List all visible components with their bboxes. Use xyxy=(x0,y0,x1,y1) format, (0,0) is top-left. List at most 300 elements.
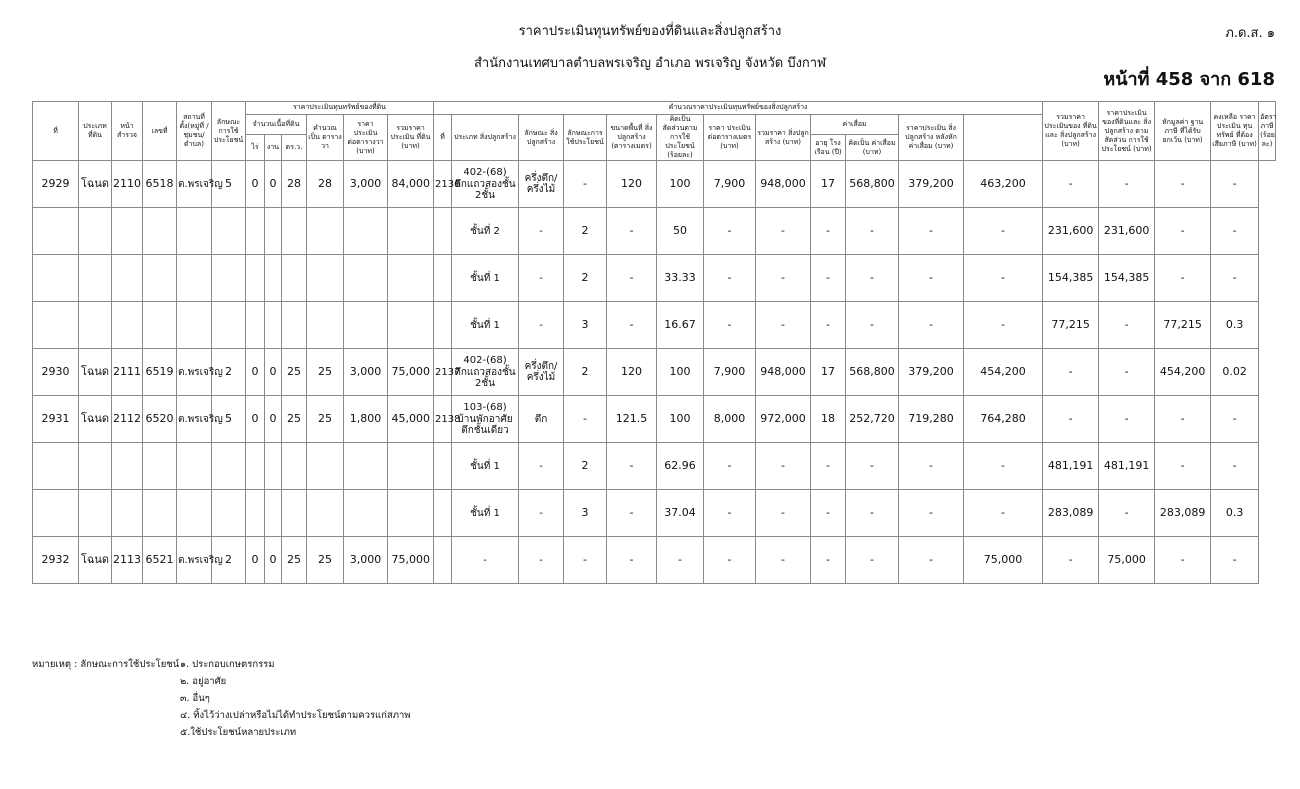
col-building-kind: ลักษณะ สิ่งปลูกสร้าง xyxy=(519,115,564,161)
cell-by-usage: - xyxy=(1043,396,1099,443)
cell-deed-no: 6520 xyxy=(143,396,177,443)
cell-deduct: - xyxy=(1099,396,1155,443)
cell-b-ratio: 33.33 xyxy=(657,255,704,302)
cell-b-usage: - xyxy=(564,161,607,208)
cell-taxable: - xyxy=(1155,537,1211,584)
cell-tax-rate: - xyxy=(1211,208,1259,255)
col-land-total: รวมราคา ประเมิน ที่ดิน (บาท) xyxy=(388,115,434,161)
cell-b-usage: 2 xyxy=(564,208,607,255)
col-ngan: งาน xyxy=(265,135,282,161)
cell-deed-type xyxy=(79,208,112,255)
cell-b-total: 948,000 xyxy=(756,349,811,396)
cell-no xyxy=(33,443,79,490)
cell-survey-page xyxy=(112,302,143,349)
form-code: ภ.ด.ส. ๑ xyxy=(1225,26,1275,41)
cell-land-total: 75,000 xyxy=(388,349,434,396)
cell-b-kind: ครึ่งตึก/ครึ่งไม้ xyxy=(519,349,564,396)
table-row xyxy=(33,396,1276,443)
cell-b-no xyxy=(434,537,452,584)
cell-usage xyxy=(212,490,246,537)
cell-location xyxy=(177,443,212,490)
col-grand-total: รวมราคา ประเมินของ ที่ดินและ สิ่งปลูกสร้าง (บาท) xyxy=(1043,102,1099,161)
cell-b-no xyxy=(434,490,452,537)
cell-land-total xyxy=(388,490,434,537)
cell-land-total: 84,000 xyxy=(388,161,434,208)
cell-usage: 5 xyxy=(212,161,246,208)
cell-b-kind: - xyxy=(519,255,564,302)
cell-b-usage: 2 xyxy=(564,255,607,302)
cell-wa: 28 xyxy=(282,161,307,208)
cell-age: 17 xyxy=(811,349,846,396)
cell-b-total: - xyxy=(756,255,811,302)
cell-age: - xyxy=(811,537,846,584)
cell-taxable: - xyxy=(1155,443,1211,490)
cell-location: ต.พรเจริญ xyxy=(177,537,212,584)
cell-deed-no xyxy=(143,443,177,490)
cell-ngan: 0 xyxy=(265,396,282,443)
cell-tax-rate: 0.02 xyxy=(1211,349,1259,396)
cell-taxable: 77,215 xyxy=(1155,302,1211,349)
cell-b-ratio: 62.96 xyxy=(657,443,704,490)
cell-b-ratio: - xyxy=(657,537,704,584)
col-age: อายุ โรงเรือน (ปี) xyxy=(811,135,846,161)
cell-b-price-sqm: 7,900 xyxy=(704,161,756,208)
cell-b-price-sqm: - xyxy=(704,255,756,302)
cell-b-type: 402-(68) ตึกแถวสองชั้น 2ชั้น xyxy=(452,349,519,396)
cell-b-ratio: 37.04 xyxy=(657,490,704,537)
cell-usage: 2 xyxy=(212,349,246,396)
cell-b-area: - xyxy=(607,443,657,490)
cell-rai xyxy=(246,208,265,255)
cell-location xyxy=(177,255,212,302)
cell-deduct: - xyxy=(1099,161,1155,208)
cell-b-area: 120 xyxy=(607,161,657,208)
cell-land-total xyxy=(388,443,434,490)
cell-ngan xyxy=(265,302,282,349)
cell-age: 18 xyxy=(811,396,846,443)
cell-grand-total: 463,200 xyxy=(964,161,1043,208)
cell-grand-total: - xyxy=(964,302,1043,349)
cell-after-depr: - xyxy=(899,537,964,584)
cell-age: - xyxy=(811,208,846,255)
cell-location: ต.พรเจริญ xyxy=(177,396,212,443)
cell-b-no: 2136 xyxy=(434,161,452,208)
cell-no: 2929 xyxy=(33,161,79,208)
cell-b-total: 972,000 xyxy=(756,396,811,443)
cell-b-area: - xyxy=(607,208,657,255)
cell-tax-rate: 0.3 xyxy=(1211,302,1259,349)
col-usage: ลักษณะ การใช้ ประโยชน์ xyxy=(212,102,246,161)
footnote-item: ๒. อยู่อาศัย xyxy=(180,676,227,687)
cell-b-price-sqm: 8,000 xyxy=(704,396,756,443)
cell-b-price-sqm: - xyxy=(704,490,756,537)
cell-b-kind: ตึก xyxy=(519,396,564,443)
cell-b-total: - xyxy=(756,537,811,584)
cell-taxable: - xyxy=(1155,208,1211,255)
cell-after-depr: 379,200 xyxy=(899,349,964,396)
cell-deed-type: โฉนด xyxy=(79,537,112,584)
cell-grand-total: - xyxy=(964,490,1043,537)
cell-tax-rate: - xyxy=(1211,161,1259,208)
cell-grand-total: - xyxy=(964,443,1043,490)
cell-b-type: 402-(68) ตึกแถวสองชั้น 2ชั้น xyxy=(452,161,519,208)
cell-b-type: - xyxy=(452,537,519,584)
cell-rai: 0 xyxy=(246,537,265,584)
group-building-assessment: คำนวณราคาประเมินทุนทรัพย์ของสิ่งปลูกสร้าง xyxy=(434,102,1043,115)
footnote-item: ๑. ประกอบเกษตรกรรม xyxy=(180,659,275,670)
cell-deed-type xyxy=(79,255,112,302)
cell-b-price-sqm: 7,900 xyxy=(704,349,756,396)
cell-usage: 2 xyxy=(212,537,246,584)
col-survey-page: หน้า สำรวจ xyxy=(112,102,143,161)
cell-land-total xyxy=(388,208,434,255)
cell-survey-page: 2112 xyxy=(112,396,143,443)
cell-deduct: 231,600 xyxy=(1099,208,1155,255)
cell-b-area: - xyxy=(607,537,657,584)
col-after-depreciation: ราคาประเมิน สิ่งปลูกสร้าง หลังหัก ค่าเสื่อม (บาท) xyxy=(899,115,964,161)
cell-b-usage: 2 xyxy=(564,443,607,490)
cell-b-kind: - xyxy=(519,490,564,537)
cell-land-total: 75,000 xyxy=(388,537,434,584)
cell-wa xyxy=(282,208,307,255)
cell-calc-wa: 28 xyxy=(307,161,344,208)
cell-b-total: - xyxy=(756,302,811,349)
col-location: สถานที่ ตั้ง(หมู่ที่ /ชุมชน/ ตำบล) xyxy=(177,102,212,161)
cell-survey-page: 2110 xyxy=(112,161,143,208)
cell-depr-amount: 568,800 xyxy=(846,349,899,396)
assessment-table xyxy=(32,101,1276,584)
cell-age: - xyxy=(811,255,846,302)
cell-b-area: 121.5 xyxy=(607,396,657,443)
cell-by-usage: - xyxy=(1043,537,1099,584)
col-price-per-sqm: ราคา ประเมิน ต่อตารางเมตร (บาท) xyxy=(704,115,756,161)
cell-ngan xyxy=(265,255,282,302)
cell-taxable: - xyxy=(1155,396,1211,443)
cell-rai: 0 xyxy=(246,161,265,208)
cell-depr-amount: 252,720 xyxy=(846,396,899,443)
cell-calc-wa xyxy=(307,443,344,490)
cell-tax-rate: - xyxy=(1211,443,1259,490)
cell-location xyxy=(177,302,212,349)
cell-survey-page xyxy=(112,208,143,255)
group-land-area: จำนวนเนื้อที่ดิน xyxy=(246,115,307,135)
cell-b-usage: - xyxy=(564,537,607,584)
cell-b-ratio: 100 xyxy=(657,161,704,208)
cell-no xyxy=(33,302,79,349)
cell-usage xyxy=(212,208,246,255)
office-subtitle: สำนักงานเทศบาลตำบลพรเจริญ อำเภอ พรเจริญ จังหวัด บึงกาฬ xyxy=(473,56,826,71)
table-row xyxy=(33,490,1276,537)
cell-usage xyxy=(212,443,246,490)
cell-grand-total: 764,280 xyxy=(964,396,1043,443)
cell-after-depr: 379,200 xyxy=(899,161,964,208)
cell-b-type: ชั้นที่ 2 xyxy=(452,208,519,255)
cell-wa: 25 xyxy=(282,537,307,584)
cell-b-kind: - xyxy=(519,537,564,584)
cell-tax-rate: 0.3 xyxy=(1211,490,1259,537)
col-building-area: ขนาดพื้นที่ สิ่งปลูกสร้าง (ตารางเมตร) xyxy=(607,115,657,161)
cell-age: - xyxy=(811,443,846,490)
cell-calc-wa: 25 xyxy=(307,537,344,584)
cell-by-usage: 231,600 xyxy=(1043,208,1099,255)
cell-depr-amount: 568,800 xyxy=(846,161,899,208)
cell-b-area: - xyxy=(607,490,657,537)
cell-calc-wa xyxy=(307,208,344,255)
cell-b-total: - xyxy=(756,208,811,255)
table-row xyxy=(33,302,1276,349)
cell-location: ต.พรเจริญ xyxy=(177,349,212,396)
cell-b-kind: - xyxy=(519,443,564,490)
cell-wa: 25 xyxy=(282,349,307,396)
cell-calc-wa xyxy=(307,490,344,537)
cell-b-type: 103-(68) บ้านพักอาศัยตึกชั้นเดียว xyxy=(452,396,519,443)
cell-calc-wa: 25 xyxy=(307,349,344,396)
cell-rai xyxy=(246,490,265,537)
cell-b-price-sqm: - xyxy=(704,208,756,255)
cell-by-usage: 154,385 xyxy=(1043,255,1099,302)
cell-b-type: ชั้นที่ 1 xyxy=(452,490,519,537)
cell-taxable: - xyxy=(1155,255,1211,302)
cell-depr-amount: - xyxy=(846,208,899,255)
cell-ngan xyxy=(265,443,282,490)
cell-by-usage: 77,215 xyxy=(1043,302,1099,349)
cell-b-usage: 2 xyxy=(564,349,607,396)
cell-no: 2931 xyxy=(33,396,79,443)
cell-b-no xyxy=(434,208,452,255)
footnote-item: ๓. อื่นๆ xyxy=(180,693,210,704)
cell-price-per-wa xyxy=(344,302,388,349)
cell-deed-no: 6521 xyxy=(143,537,177,584)
cell-b-no xyxy=(434,443,452,490)
cell-wa: 25 xyxy=(282,396,307,443)
cell-land-total: 45,000 xyxy=(388,396,434,443)
cell-depr-amount: - xyxy=(846,537,899,584)
col-no: ที่ xyxy=(33,102,79,161)
cell-location xyxy=(177,490,212,537)
cell-b-price-sqm: - xyxy=(704,537,756,584)
cell-ngan xyxy=(265,208,282,255)
cell-b-type: ชั้นที่ 1 xyxy=(452,255,519,302)
cell-land-total xyxy=(388,302,434,349)
col-depreciation-amount: คิดเป็น ค่าเสื่อม (บาท) xyxy=(846,135,899,161)
cell-rai xyxy=(246,443,265,490)
cell-by-usage: - xyxy=(1043,349,1099,396)
col-deduct: หักมูลค่า ฐานภาษี ที่ได้รับ ยกเว้น (บาท) xyxy=(1155,102,1211,161)
cell-usage: 5 xyxy=(212,396,246,443)
cell-deed-type xyxy=(79,490,112,537)
col-deed-no: เลขที่ xyxy=(143,102,177,161)
document-title: ราคาประเมินทุนทรัพย์ของที่ดินและสิ่งปลูกสร้าง xyxy=(518,24,782,39)
cell-grand-total: - xyxy=(964,208,1043,255)
cell-price-per-wa xyxy=(344,443,388,490)
cell-deed-type: โฉนด xyxy=(79,396,112,443)
cell-price-per-wa: 3,000 xyxy=(344,537,388,584)
cell-ngan: 0 xyxy=(265,537,282,584)
cell-after-depr: - xyxy=(899,302,964,349)
cell-survey-page xyxy=(112,443,143,490)
table-row xyxy=(33,537,1276,584)
cell-survey-page xyxy=(112,255,143,302)
col-deed-type: ประเภท ที่ดิน xyxy=(79,102,112,161)
footnote-item: ๔. ทิ้งไว้ว่างเปล่าหรือไม่ได้ทำประโยชน์ตามควรแก่สภาพ xyxy=(180,710,411,721)
cell-survey-page xyxy=(112,490,143,537)
table-row xyxy=(33,161,1276,208)
cell-ngan: 0 xyxy=(265,161,282,208)
cell-no xyxy=(33,255,79,302)
cell-depr-amount: - xyxy=(846,490,899,537)
cell-after-depr: - xyxy=(899,490,964,537)
cell-after-depr: 719,280 xyxy=(899,396,964,443)
cell-b-ratio: 100 xyxy=(657,349,704,396)
col-building-usage: ลักษณะการ ใช้ประโยชน์ xyxy=(564,115,607,161)
col-calc-wa: คำนวณ เป็น ตารางวา xyxy=(307,115,344,161)
cell-price-per-wa: 3,000 xyxy=(344,161,388,208)
cell-ngan xyxy=(265,490,282,537)
table-row xyxy=(33,208,1276,255)
col-wa: ตร.ว. xyxy=(282,135,307,161)
cell-deduct: - xyxy=(1099,349,1155,396)
cell-b-price-sqm: - xyxy=(704,443,756,490)
cell-after-depr: - xyxy=(899,255,964,302)
cell-price-per-wa xyxy=(344,490,388,537)
cell-taxable: 283,089 xyxy=(1155,490,1211,537)
cell-b-ratio: 50 xyxy=(657,208,704,255)
cell-b-kind: ครึ่งตึก/ครึ่งไม้ xyxy=(519,161,564,208)
cell-rai: 0 xyxy=(246,396,265,443)
col-by-usage: ราคาประเมิน ของที่ดินและ สิ่งปลูกสร้าง ตามสัดส่วน การใช้ประโยชน์ (บาท) xyxy=(1099,102,1155,161)
cell-depr-amount: - xyxy=(846,302,899,349)
cell-deed-type xyxy=(79,302,112,349)
cell-usage xyxy=(212,302,246,349)
footnote-label: หมายเหตุ : ลักษณะการใช้ประโยชน์ xyxy=(32,659,180,670)
cell-b-type: ชั้นที่ 1 xyxy=(452,302,519,349)
cell-b-usage: 3 xyxy=(564,302,607,349)
cell-calc-wa: 25 xyxy=(307,396,344,443)
cell-calc-wa xyxy=(307,255,344,302)
cell-b-area: - xyxy=(607,255,657,302)
col-taxable: คงเหลือ ราคาประเมิน ทุนทรัพย์ ที่ต้องเสียภาษี (บาท) xyxy=(1211,102,1259,161)
group-depreciation: ค่าเสื่อม xyxy=(811,115,899,135)
cell-deed-no: 6518 xyxy=(143,161,177,208)
cell-deed-no xyxy=(143,302,177,349)
cell-b-price-sqm: - xyxy=(704,302,756,349)
cell-b-no: 2137 xyxy=(434,349,452,396)
cell-rai: 0 xyxy=(246,349,265,396)
cell-no: 2930 xyxy=(33,349,79,396)
cell-age: - xyxy=(811,490,846,537)
cell-b-no xyxy=(434,302,452,349)
cell-deed-no xyxy=(143,255,177,302)
cell-b-type: ชั้นที่ 1 xyxy=(452,443,519,490)
cell-b-usage: 3 xyxy=(564,490,607,537)
cell-price-per-wa: 3,000 xyxy=(344,349,388,396)
cell-deed-no xyxy=(143,490,177,537)
cell-deduct: - xyxy=(1099,490,1155,537)
cell-rai xyxy=(246,302,265,349)
cell-b-total: 948,000 xyxy=(756,161,811,208)
cell-by-usage: 481,191 xyxy=(1043,443,1099,490)
cell-b-no: 2138 xyxy=(434,396,452,443)
cell-b-total: - xyxy=(756,490,811,537)
cell-price-per-wa: 1,800 xyxy=(344,396,388,443)
cell-b-ratio: 100 xyxy=(657,396,704,443)
cell-rai xyxy=(246,255,265,302)
cell-by-usage: - xyxy=(1043,161,1099,208)
col-building-type: ประเภท สิ่งปลูกสร้าง xyxy=(452,115,519,161)
cell-by-usage: 283,089 xyxy=(1043,490,1099,537)
cell-b-area: 120 xyxy=(607,349,657,396)
cell-deed-type xyxy=(79,443,112,490)
cell-grand-total: - xyxy=(964,255,1043,302)
cell-taxable: 454,200 xyxy=(1155,349,1211,396)
cell-b-usage: - xyxy=(564,396,607,443)
col-price-per-wa: ราคา ประเมิน ต่อตารางวา (บาท) xyxy=(344,115,388,161)
cell-tax-rate: - xyxy=(1211,537,1259,584)
cell-after-depr: - xyxy=(899,208,964,255)
cell-location: ต.พรเจริญ xyxy=(177,161,212,208)
col-tax-rate: อัตราภาษี (ร้อยละ) xyxy=(1259,102,1276,161)
cell-deed-no: 6519 xyxy=(143,349,177,396)
cell-deed-type: โฉนด xyxy=(79,349,112,396)
cell-deed-type: โฉนด xyxy=(79,161,112,208)
col-building-ratio: คิดเป็น สัดส่วนตาม การใช้ ประโยชน์ (ร้อยละ) xyxy=(657,115,704,161)
cell-tax-rate: - xyxy=(1211,255,1259,302)
cell-b-area: - xyxy=(607,302,657,349)
cell-price-per-wa xyxy=(344,208,388,255)
footnote-items xyxy=(180,656,411,741)
cell-age: 17 xyxy=(811,161,846,208)
cell-deduct: 481,191 xyxy=(1099,443,1155,490)
cell-b-no xyxy=(434,255,452,302)
cell-usage xyxy=(212,255,246,302)
cell-depr-amount: - xyxy=(846,443,899,490)
cell-no xyxy=(33,490,79,537)
cell-deduct: 75,000 xyxy=(1099,537,1155,584)
table-row xyxy=(33,255,1276,302)
cell-calc-wa xyxy=(307,302,344,349)
footnote-item: ๕.ใช้ประโยชน์หลายประเภท xyxy=(180,727,297,738)
cell-wa xyxy=(282,443,307,490)
page-number: หน้าที่ 458 จาก 618 xyxy=(1103,69,1275,90)
group-land-assessment: ราคาประเมินทุนทรัพย์ของที่ดิน xyxy=(246,102,434,115)
col-building-no: ที่ xyxy=(434,115,452,161)
cell-deed-no xyxy=(143,208,177,255)
cell-grand-total: 454,200 xyxy=(964,349,1043,396)
col-rai: ไร่ xyxy=(246,135,265,161)
cell-b-ratio: 16.67 xyxy=(657,302,704,349)
cell-wa xyxy=(282,490,307,537)
table-body xyxy=(33,161,1276,584)
cell-tax-rate: - xyxy=(1211,396,1259,443)
cell-ngan: 0 xyxy=(265,349,282,396)
cell-age: - xyxy=(811,302,846,349)
cell-price-per-wa xyxy=(344,255,388,302)
cell-survey-page: 2111 xyxy=(112,349,143,396)
table-row xyxy=(33,349,1276,396)
cell-survey-page: 2113 xyxy=(112,537,143,584)
cell-b-kind: - xyxy=(519,208,564,255)
col-building-total: รวมราคา สิ่งปลูกสร้าง (บาท) xyxy=(756,115,811,161)
cell-deduct: 154,385 xyxy=(1099,255,1155,302)
cell-taxable: - xyxy=(1155,161,1211,208)
cell-deduct: - xyxy=(1099,302,1155,349)
cell-land-total xyxy=(388,255,434,302)
cell-b-kind: - xyxy=(519,302,564,349)
table-row xyxy=(33,443,1276,490)
cell-no: 2932 xyxy=(33,537,79,584)
cell-no xyxy=(33,208,79,255)
cell-after-depr: - xyxy=(899,443,964,490)
